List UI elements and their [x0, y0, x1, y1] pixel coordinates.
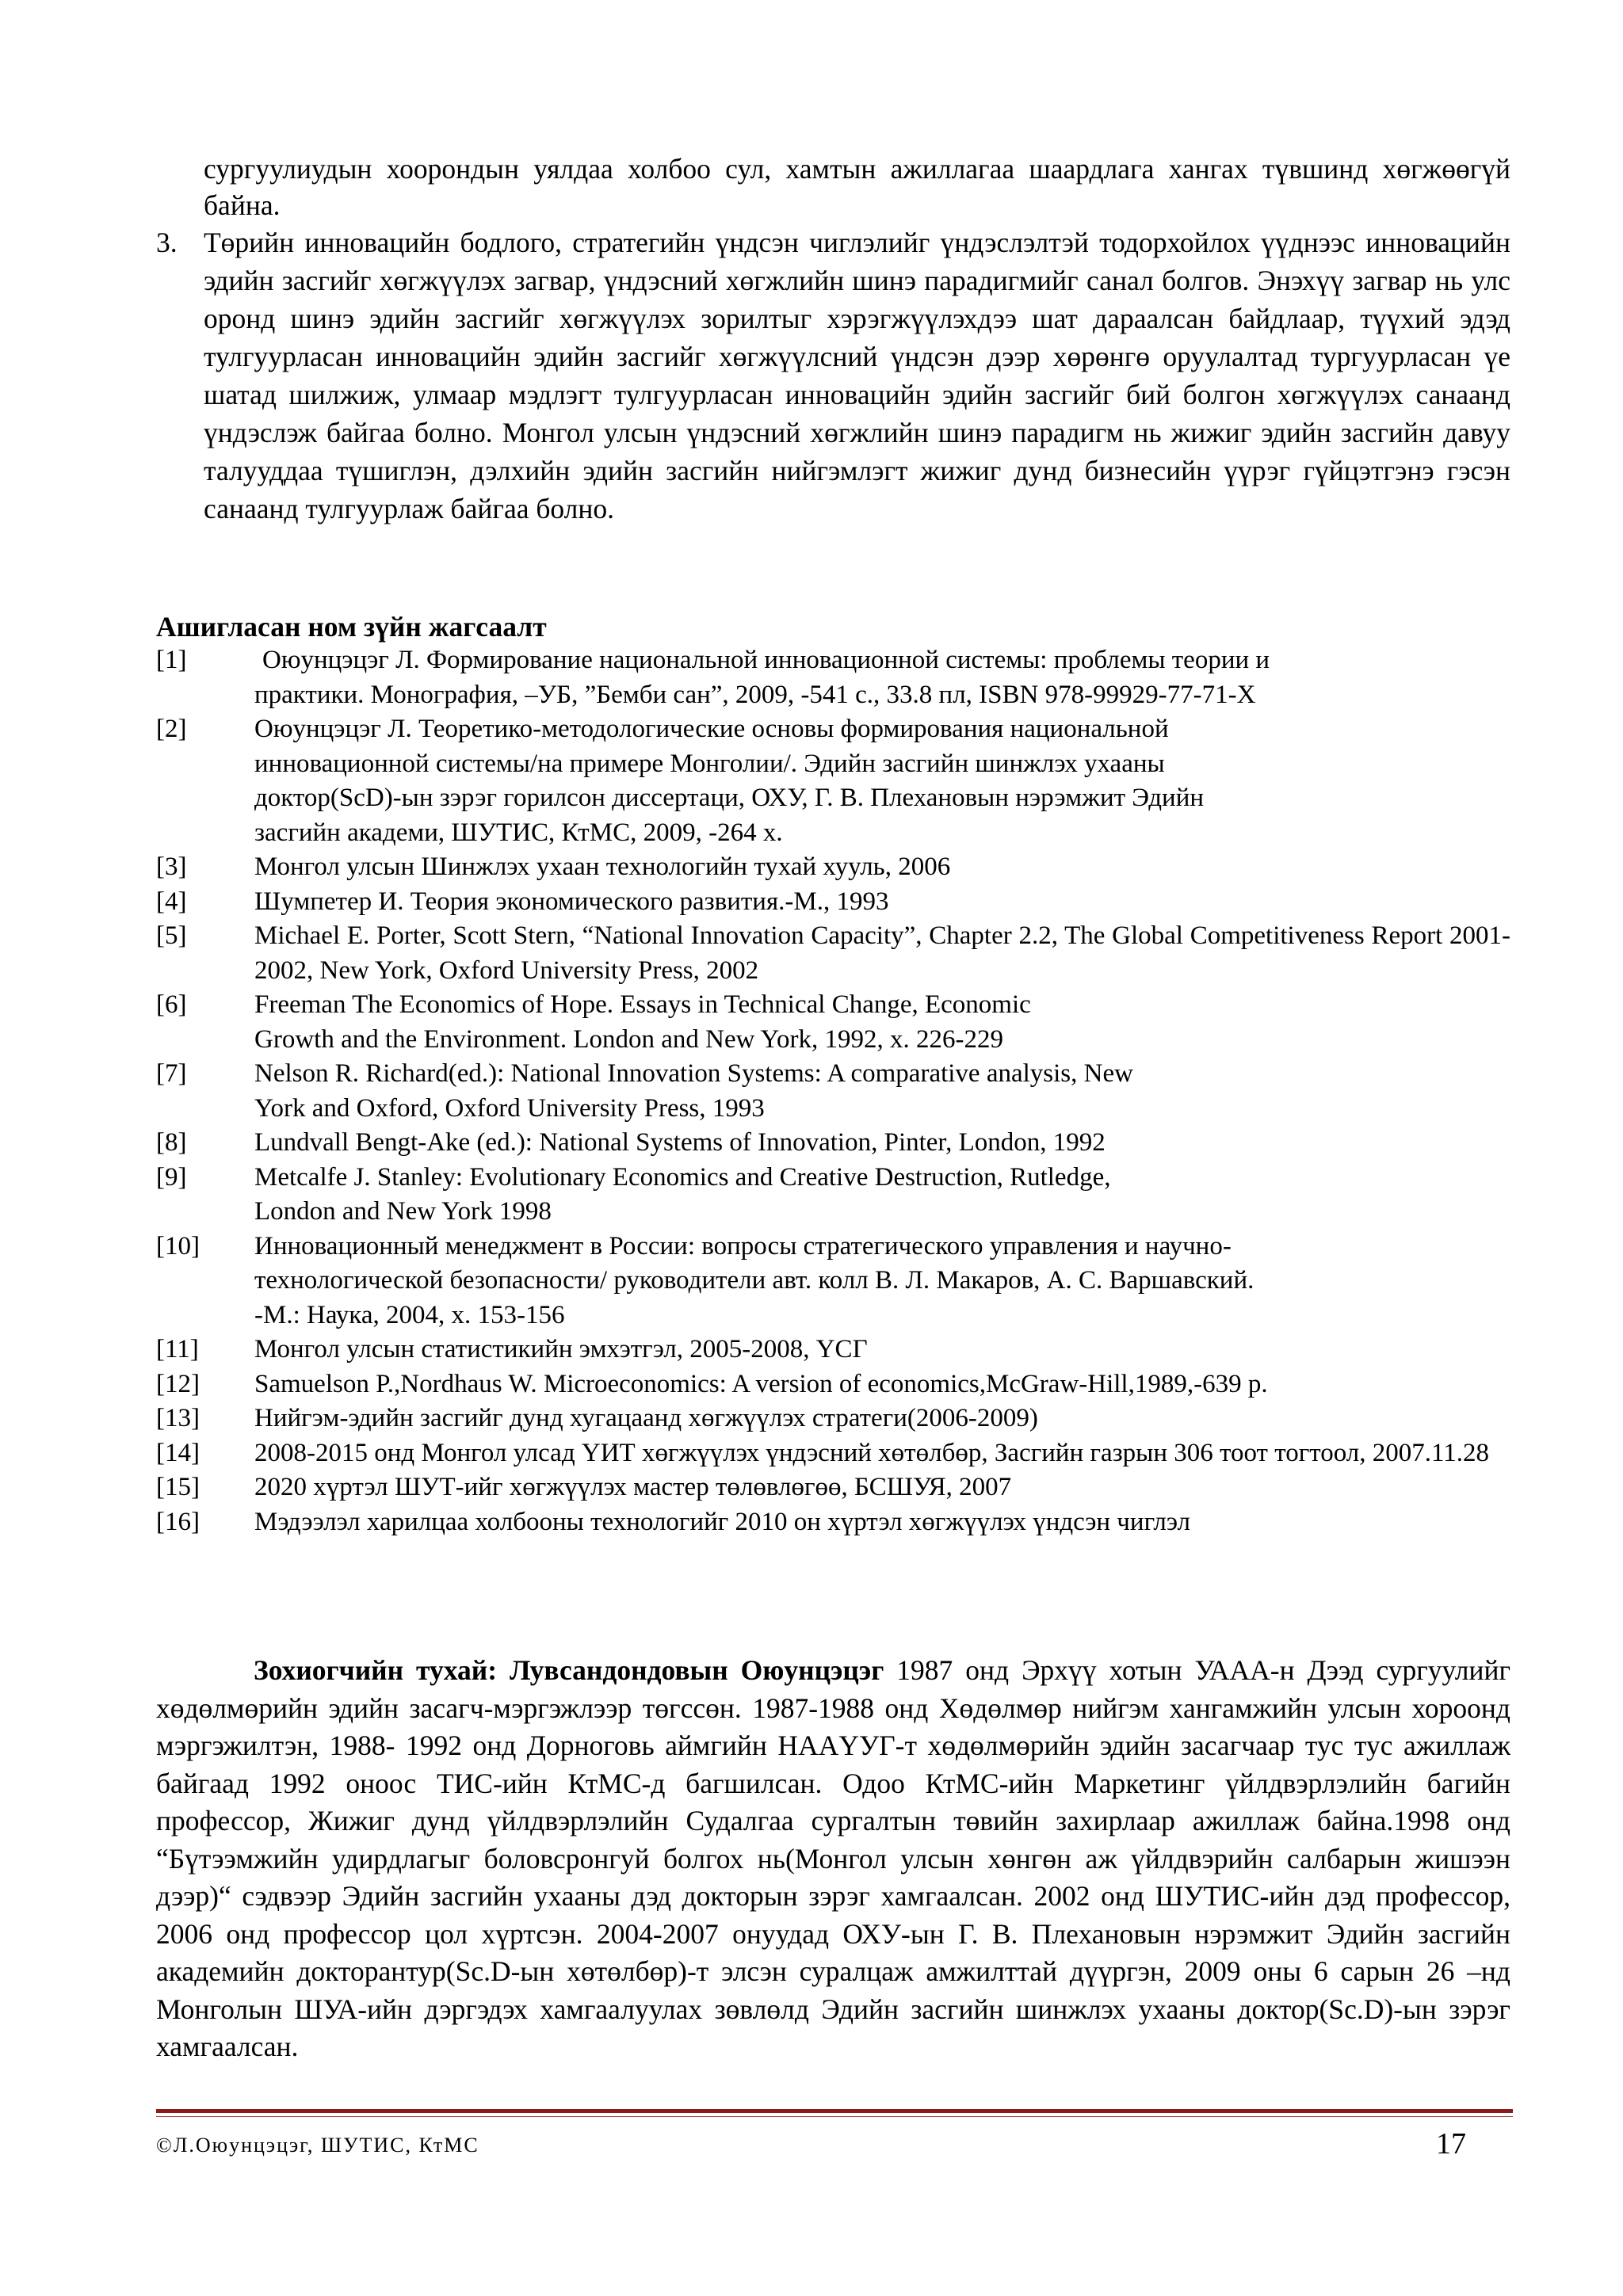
reference-line: Nelson R. Richard(ed.): National Innovation Systems: A comparative analysis, New — [254, 1059, 1133, 1088]
reference-line: Монгол улсын Шинжлэх ухаан технологийн тухай хууль, 2006 — [254, 852, 951, 881]
reference-line: Шумпетер И. Теория экономического развития.-М., 1993 — [254, 887, 889, 916]
reference-line: 2008-2015 онд Монгол улсад ҮИТ хөгжүүлэх үндэсний хөтөлбөр, Засгийн газрын 306 тоот тогтоол, 2007.11.28 — [254, 1438, 1490, 1467]
reference-number: [8] — [156, 1128, 187, 1157]
reference-line: Оюунцэцэг Л. Формирование национальной инновационной системы: проблемы теории и — [262, 646, 1270, 674]
reference-item — [156, 1470, 1510, 1505]
author-bio: 1987 онд Эрхүү хотын УААА-н Дээд сургуулийг хөдөлмөрийн эдийн засагч-мэргэжлээр төгссөн. 1987-1988 онд Хөдөлмөр нийгэм хангамжийн улсын хороонд мэргэжилтэн, 1988- 1992 онд Дорноговь аймгийн НААҮУГ-т хөдөлмөрийн эдийн засагчаар тус тус ажиллаж байгаад 1992 оноос ТИС-ийн КтМС-д багшилсан. Одоо КтМС-ийн Маркетинг үйлдвэрлэлийн багийн профессор, Жижиг дунд үйлдвэрлэлийн Судалгаа сургалтын төвийн захирлаар ажиллаж байна.1998 онд “Бүтээмжийн удирдлагыг боловсронгуй болгох нь(Монгол улсын хөнгөн аж үйлдвэрийн салбарын жишээн дээр)“ сэдвээр Эдийн засгийн ухааны дэд докторын зэрэг хамгаалсан. 2002 онд ШУТИС-ийн дэд профессор, 2006 онд профессор цол хүртсэн. 2004-2007 онуудад ОХУ-ын Г. В. Плехановын нэрэмжит Эдийн засгийн академийн докторантур(Sc.D-ын хөтөлбөр)-т элсэн суралцаж амжилттай дүүргэн, 2009 оны 6 сарын 26 –нд Монголын ШУА-ийн дэргэдэх хамгаалуулах зөвлөлд Эдийн засгийн шинжлэх ухааны доктор(Sc.D)-ын зэрэг хамгаалсан. — [156, 1654, 1511, 2062]
reference-number: [16] — [156, 1507, 200, 1536]
reference-number: [10] — [156, 1231, 200, 1261]
reference-line: практики. Монография, –УБ, ”Бемби сан”, 2009, -541 с., 33.8 пл, ISBN 978-99929-77-71-X — [254, 680, 1256, 709]
reference-number: [1] — [156, 646, 187, 674]
references-list — [156, 643, 1510, 1539]
reference-line: Metcalfe J. Stanley: Evolutionary Economics and Creative Destruction, Rutledge, — [254, 1162, 1111, 1192]
reference-number: [13] — [156, 1404, 200, 1432]
reference-line: Lundvall Bengt-Ake (ed.): National Systems of Innovation, Pinter, London, 1992 — [254, 1128, 1106, 1157]
reference-item — [156, 988, 1510, 1057]
reference-line: Michael E. Porter, Scott Stern, “National Innovation Capacity”, Chapter 2.2, The Global Competitiveness Report 2001-2002, New York, Oxford University Press, 2002 — [254, 921, 1510, 985]
reference-line: 2020 хүртэл ШУТ-ийг хөгжүүлэх мастер төлөвлөгөө, БСШУЯ, 2007 — [254, 1473, 1012, 1501]
reference-line: Инновационный менеджмент в России: вопросы стратегического управления и научно- — [254, 1231, 1232, 1261]
reference-line: -М.: Наука, 2004, х. 153-156 — [254, 1300, 565, 1329]
reference-line: Нийгэм-эдийн засгийг дунд хугацаанд хөгжүүлэх стратеги(2006-2009) — [254, 1404, 1038, 1432]
page-number: 17 — [1436, 2127, 1466, 2161]
footer-rule — [156, 2109, 1513, 2113]
reference-line: инновационной системы/на примере Монголии/. Эдийн засгийн шинжлэх ухааны — [254, 749, 1165, 778]
reference-item — [156, 919, 1510, 988]
footer-rule-thin — [156, 2116, 1513, 2117]
reference-line: London and New York 1998 — [254, 1197, 552, 1226]
reference-item — [156, 1367, 1510, 1402]
reference-number: [15] — [156, 1473, 200, 1501]
reference-number: [14] — [156, 1438, 200, 1467]
reference-item — [156, 1333, 1510, 1367]
reference-line: технологической безопасности/ руководители авт. колл В. Л. Макаров, А. С. Варшавский. — [254, 1266, 1254, 1295]
reference-number: [3] — [156, 852, 187, 881]
reference-number: [6] — [156, 990, 187, 1019]
reference-line: Монгол улсын статистикийн эмхэтгэл, 2005-2008, ҮСГ — [254, 1335, 868, 1363]
reference-line: York and Oxford, Oxford University Press, 1993 — [254, 1093, 765, 1123]
reference-item — [156, 885, 1510, 920]
footer-copyright: ©Л.Оюунцэцэг, ШУТИС, КтМС — [156, 2134, 479, 2157]
reference-item — [156, 1161, 1510, 1230]
author-paragraph — [156, 1652, 1510, 2066]
reference-line: Samuelson P.,Nordhaus W. Microeconomics: A version of economics,McGraw-Hill,1989,-639 p. — [254, 1369, 1268, 1398]
reference-number: [11] — [156, 1335, 199, 1363]
reference-item — [156, 1436, 1510, 1471]
item-number: 3. — [156, 227, 178, 258]
reference-number: [4] — [156, 887, 187, 916]
reference-line: Оюунцэцэг Л. Теоретико-методологические основы формирования национальной — [254, 715, 1169, 743]
reference-line: засгийн академи, ШУТИС, КтМС, 2009, -264 х. — [254, 818, 783, 847]
reference-number: [9] — [156, 1162, 187, 1192]
reference-number: [2] — [156, 715, 187, 743]
reference-item — [156, 850, 1510, 885]
reference-item — [156, 1402, 1510, 1436]
reference-item — [156, 643, 1510, 712]
author-lead: Зохиогчийн тухай: Лувсандондовын Оюунцэцэг — [254, 1654, 884, 1686]
reference-number: [12] — [156, 1369, 200, 1398]
continuation-paragraph: сургуулиудын хоорондын уялдаа холбоо сул, хамтын ажиллагаа шаардлага хангах түвшинд хөгжөөгүй байна. — [204, 153, 1510, 221]
reference-number: [5] — [156, 921, 187, 950]
reference-line: Мэдээлэл харилцаа холбооны технологийг 2010 он хүртэл хөгжүүлэх үндсэн чиглэл — [254, 1507, 1190, 1536]
reference-item — [156, 1057, 1510, 1126]
reference-item — [156, 712, 1510, 850]
item-text: Төрийн инновацийн бодлого, стратегийн үндсэн чиглэлийг үндэслэлтэй тодорхойлох үүднээс инновацийн эдийн засгийг хөгжүүлэх загвар, үндэсний хөгжлийн шинэ парадигмийг санал болгов. Энэхүү загвар нь улс оронд шинэ эдийн засгийг хөгжүүлэх зорилтыг хэрэгжүүлэхдээ шат дараалсан байдлаар, түүхий эдэд тулгуурласан инновацийн эдийн засгийг хөгжүүлсний үндсэн дээр хөрөнгө оруулалтад тургуурласан үе шатад шилжиж, улмаар мэдлэгт тулгуурласан инновацийн эдийн засгийг бий болгон хөгжүүлэх санаанд үндэслэж байгаа болно. Монгол улсын үндэсний хөгжлийн шинэ парадигм нь жижиг эдийн засгийн давуу талууддаа түшиглэн, дэлхийн эдийн засгийн нийгэмлэгт жижиг дунд бизнесийн үүрэг гүйцэтгэнэ гэсэн санаанд тулгуурлаж байгаа болно. — [204, 227, 1510, 524]
numbered-item-3 — [156, 223, 1510, 528]
reference-item — [156, 1230, 1510, 1333]
reference-number: [7] — [156, 1059, 187, 1088]
reference-item — [156, 1126, 1510, 1161]
reference-line: Growth and the Environment. London and New York, 1992, х. 226-229 — [254, 1024, 1003, 1054]
references-heading: Ашигласан ном зүйн жагсаалт — [156, 611, 547, 643]
reference-line: доктор(ScD)-ын зэрэг горилсон диссертаци, ОХУ, Г. В. Плехановын нэрэмжит Эдийн — [254, 784, 1205, 812]
reference-item — [156, 1505, 1510, 1540]
reference-line: Freeman The Economics of Hope. Essays in Technical Change, Economic — [254, 990, 1031, 1019]
